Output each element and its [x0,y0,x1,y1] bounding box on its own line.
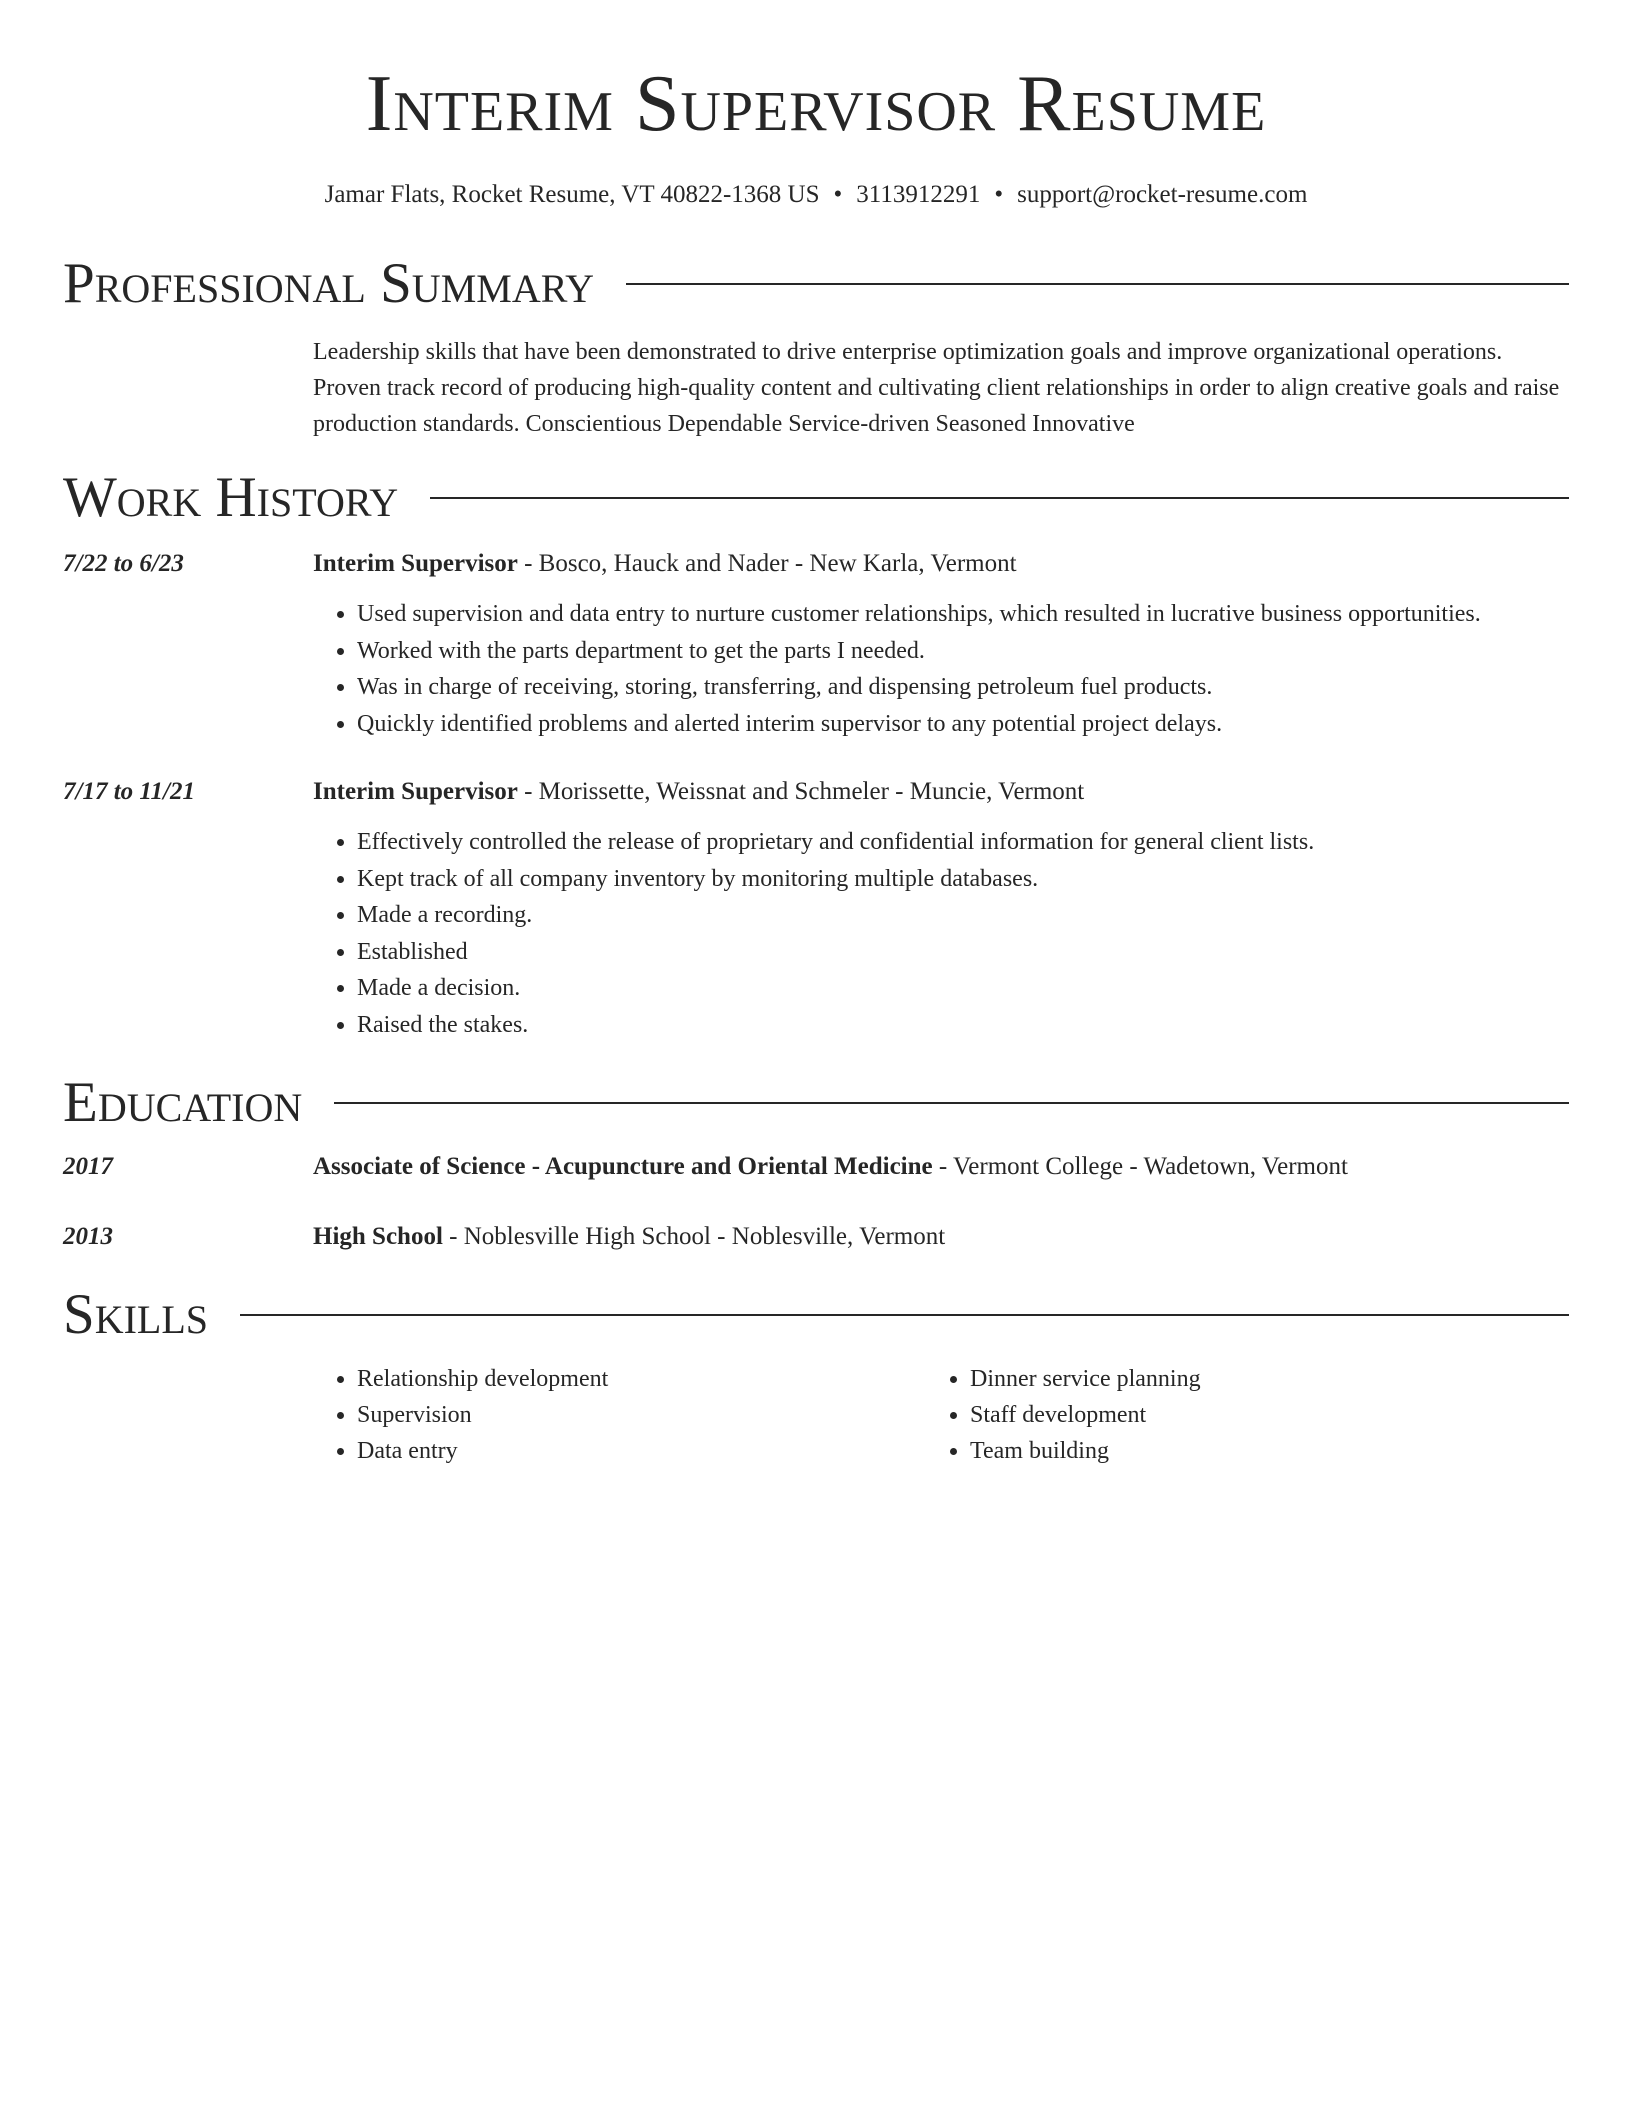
job-title: Interim Supervisor [313,778,518,805]
skill-item: • Supervision [357,1397,926,1433]
education-degree: Associate of Science - Acupuncture and Oriental Medicine [313,1153,933,1180]
section-divider [334,1102,1569,1104]
work-history-heading: Work History [63,466,399,529]
job-details: - Bosco, Hauck and Nader - New Karla, Vermont [517,550,1017,577]
section-divider [430,497,1569,499]
education-section [63,1073,1569,1255]
contact-line [63,180,1569,210]
job-bullet: • Worked with the parts department to get the parts I needed. [357,633,1569,670]
job-details: - Morissette, Weissnat and Schmeler - Muncie, Vermont [517,778,1085,805]
summary-section [63,254,1569,442]
job-title: Interim Supervisor [313,550,518,577]
job-bullet: • Used supervision and data entry to nurture customer relationships, which resulted in lucrative business opportunities. [357,596,1569,633]
work-history-section [63,468,1569,1043]
contact-separator: • [994,181,1004,208]
job-heading [313,774,1569,810]
job-heading [313,546,1569,582]
skill-item: • Dinner service planning [970,1361,1539,1397]
job-bullets [313,596,1569,742]
section-divider [240,1314,1569,1316]
job-entry [63,774,1569,1043]
skill-item: • Data entry [357,1433,926,1469]
job-bullet: • Was in charge of receiving, storing, transferring, and dispensing petroleum fuel products. [357,669,1569,706]
job-bullet: • Quickly identified problems and alerted interim supervisor to any potential project delays. [357,706,1569,743]
education-details: - Vermont College - Wadetown, Vermont [932,1153,1348,1180]
skills-list-left [313,1361,926,1469]
education-entry [63,1219,1569,1255]
work-history-header [63,468,1569,528]
skills-header [63,1285,1569,1345]
education-details: - Noblesville High School - Noblesville, Vermont [442,1223,946,1250]
education-entry [63,1149,1569,1185]
job-bullets [313,824,1569,1043]
skill-item: • Staff development [970,1397,1539,1433]
skills-grid [313,1361,1569,1469]
education-year: 2017 [63,1153,113,1180]
education-heading: Education [63,1071,303,1134]
job-bullet: • Made a decision. [357,970,1569,1007]
contact-email: support@rocket-resume.com [1017,181,1308,208]
skill-item: • Relationship development [357,1361,926,1397]
resume-title: Interim Supervisor Resume [365,60,1267,148]
education-heading-line [313,1149,1569,1185]
skills-list-right [926,1361,1539,1469]
summary-header [63,254,1569,314]
job-bullet: • Effectively controlled the release of proprietary and confidential information for general client lists. [357,824,1569,861]
skill-item: • Team building [970,1433,1539,1469]
contact-address: Jamar Flats, Rocket Resume, VT 40822-1368 US [324,181,820,208]
job-entry [63,546,1569,742]
contact-separator: • [833,181,843,208]
job-dates: 7/22 to 6/23 [63,550,184,577]
job-bullet: • Kept track of all company inventory by monitoring multiple databases. [357,861,1569,898]
education-heading-line [313,1219,1569,1255]
job-bullet: • Established [357,934,1569,971]
education-degree: High School [313,1223,443,1250]
section-divider [626,283,1569,285]
education-year: 2013 [63,1223,113,1250]
summary-heading: Professional Summary [63,252,595,315]
contact-phone: 3113912291 [856,181,981,208]
skills-heading: Skills [63,1283,209,1346]
job-dates: 7/17 to 11/21 [63,778,195,805]
skills-section [63,1285,1569,1469]
summary-text: Leadership skills that have been demonstrated to drive enterprise optimization goals and improve organizational operations. Proven track record of producing high-quality content and cultivating client relationships in order to align creative goals and raise production standards. Conscientious Dependable Service-driven Seasoned Innovative [313,339,1560,437]
job-bullet: • Raised the stakes. [357,1007,1569,1044]
education-header [63,1073,1569,1133]
job-bullet: • Made a recording. [357,897,1569,934]
